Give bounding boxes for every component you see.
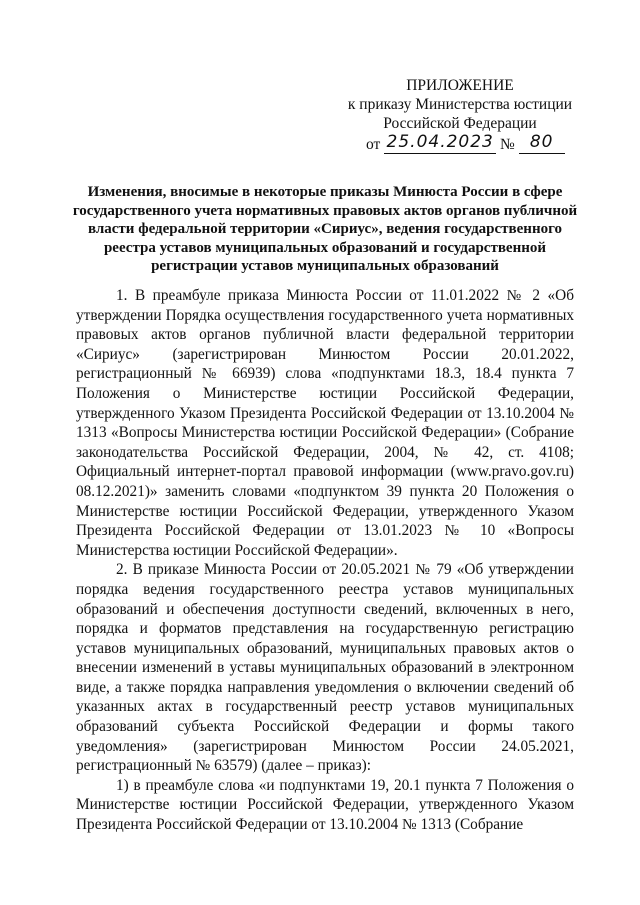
appendix-line-1: к приказу Министерства юстиции xyxy=(347,96,573,113)
number-label: № xyxy=(500,136,515,153)
appendix-line-2: Российской Федерации xyxy=(383,115,537,132)
paragraph-2: 2. В приказе Минюста России от 20.05.2021 № 79 «Об утверждении порядка ведения государственного реестра уставов муниципальных образований и обеспечения доступности сведений, включенных в него, порядка и форматов представления на государственную регистрацию уставов муниципальных образований, муниципальных правовых актов о внесении изменений в уставы муниципальных образований в электронном виде, а также порядка направления уведомления о включении сведений об указанных актах в государственный реестр уставов муниципальных образований субъекта Российской Федерации и формы такого уведомления» (зарегистрирован Минюстом России 24.05.2021, регистрационный № 63579) (далее – приказ): xyxy=(76,561,574,775)
document-title: Изменения, вносимые в некоторые приказы Минюста России в сфере государственного учета нормативных правовых актов органов публичной власти федеральной территории «Сириус», ведения государственного реестра уставов муниципальных образований и государственной регистрации уставов муниципальных образований xyxy=(72,184,578,274)
handwritten-number: 80 xyxy=(519,133,565,154)
order-date-number-line xyxy=(330,133,590,155)
from-label: от xyxy=(366,136,381,153)
paragraph-1: 1. В преамбуле приказа Минюста России от 11.01.2022 № 2 «Об утверждении Порядка осуществления государственного учета нормативных правовых актов органов публичной власти федеральной территории «Сириус» (зарегистрирован Минюстом России 20.01.2022, регистрационный № 66939) слова «подпунктами 18.3, 18.4 пункта 7 Положения о Министерстве юстиции Российской Федерации, утвержденного Указом Президента Российской Федерации от 13.10.2004 № 1313 «Вопросы Министерства юстиции Российской Федерации» (Собрание законодательства Российской Федерации, 2004, № 42, ст. 4108; Официальный интернет-портал правовой информации (www.pravo.gov.ru) 08.12.2021)» заменить словами «подпунктом 39 пункта 20 Положения о Министерстве юстиции Российской Федерации, утвержденного Указом Президента Российской Федерации от 13.01.2023 № 10 «Вопросы Министерства юстиции Российской Федерации». xyxy=(76,287,574,559)
handwritten-date: 25.04.2023 xyxy=(384,133,496,154)
paragraph-3: 1) в преамбуле слова «и подпунктами 19, 20.1 пункта 7 Положения о Министерстве юстиции Российской Федерации, утвержденного Указом Президента Российской Федерации от 13.10.2004 № 1313 (Собрание xyxy=(76,776,574,834)
appendix-title: ПРИЛОЖЕНИЕ xyxy=(406,77,514,94)
appendix-header xyxy=(330,76,590,155)
document-body xyxy=(76,286,574,835)
